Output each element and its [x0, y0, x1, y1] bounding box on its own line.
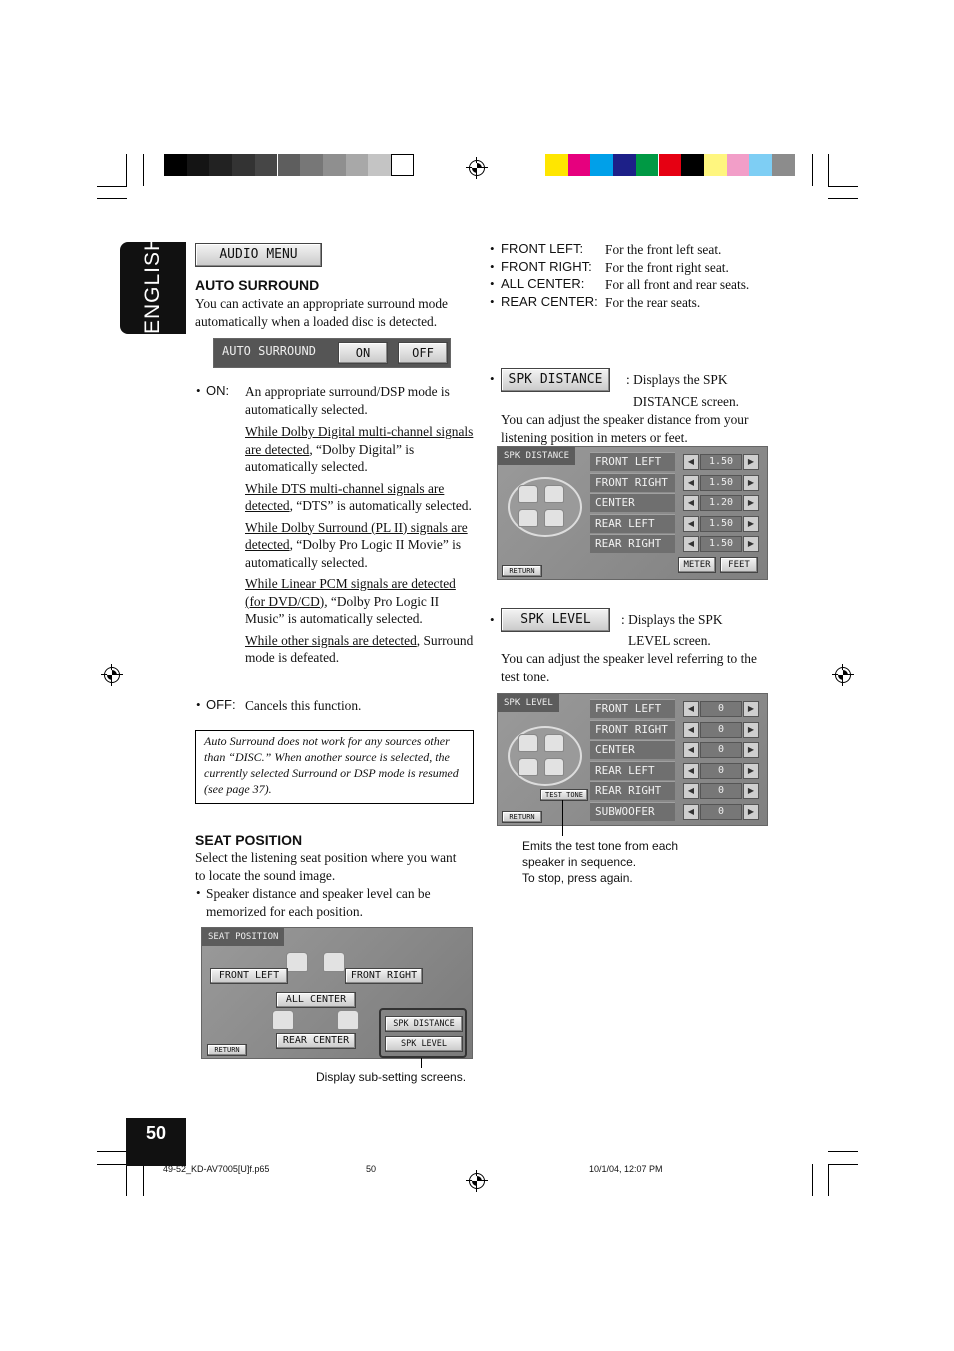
- seat-position-bullet: Speaker distance and speaker level can be memorized for each position.: [206, 886, 431, 919]
- caption-line: speaker in sequence.: [522, 855, 637, 869]
- test-tone-button[interactable]: TEST TONE: [540, 789, 588, 801]
- seat-icon: [544, 734, 564, 752]
- setting-row-label: FRONT LEFT: [590, 699, 675, 718]
- off-description: Cancels this function.: [245, 698, 362, 713]
- registration-mark-bottom: [466, 1170, 488, 1192]
- caption-line: Emits the test tone from each: [522, 839, 679, 853]
- caption-line: To stop, press again.: [522, 871, 633, 885]
- auto-surround-heading: AUTO SURROUND: [195, 277, 320, 293]
- color-swatch: [300, 154, 323, 176]
- setting-row-value: 0: [700, 701, 742, 717]
- auto-surround-off-button[interactable]: OFF: [398, 342, 448, 364]
- color-swatch: [681, 154, 704, 176]
- increase-arrow-icon[interactable]: ▶: [743, 783, 759, 799]
- meter-button[interactable]: METER: [678, 557, 716, 573]
- case-item: [245, 632, 477, 667]
- language-tab: [120, 234, 186, 334]
- spk-level-desc-a: : Displays the SPK: [621, 612, 723, 627]
- increase-arrow-icon[interactable]: ▶: [743, 742, 759, 758]
- seat-position-heading: SEAT POSITION: [195, 832, 303, 848]
- color-swatch: [323, 154, 346, 176]
- seat-position-caption: Display sub-setting screens.: [316, 1070, 467, 1084]
- setting-row-label: CENTER: [590, 493, 675, 512]
- setting-row-label: FRONT RIGHT: [590, 473, 675, 492]
- language-tab-label: ENGLISH: [141, 234, 164, 334]
- color-swatch: [164, 154, 187, 176]
- spk-distance-screen-title: SPK DISTANCE: [498, 447, 575, 465]
- decrease-arrow-icon[interactable]: ◀: [683, 495, 699, 511]
- seat-position-screen-title: SEAT POSITION: [202, 928, 284, 946]
- color-swatch: [590, 154, 613, 176]
- color-swatch: [568, 154, 591, 176]
- callout-line: [562, 800, 563, 836]
- setting-row-label: SUBWOOFER: [590, 802, 675, 821]
- spk-distance-screen: [497, 446, 768, 580]
- setting-row-value: 0: [700, 783, 742, 799]
- color-swatch: [545, 154, 568, 176]
- color-swatch: [368, 154, 391, 176]
- on-label: ON:: [206, 383, 230, 398]
- audio-menu-button[interactable]: AUDIO MENU: [195, 243, 322, 267]
- spk-distance-button[interactable]: SPK DISTANCE: [385, 1016, 463, 1032]
- bullet: •: [196, 697, 201, 712]
- case-result: , “Dolby Pro Logic II Movie” is automatically selected.: [245, 537, 462, 570]
- seat-icon: [544, 485, 564, 503]
- color-swatch: [772, 154, 795, 176]
- setting-row-label: REAR LEFT: [590, 761, 675, 780]
- case-item: [245, 480, 477, 515]
- position-desc: For the front left seat.: [605, 242, 722, 257]
- position-label: ALL CENTER:: [501, 276, 585, 291]
- color-swatch: [704, 154, 727, 176]
- case-result: , “DTS” is automatically selected.: [289, 498, 472, 513]
- auto-surround-label: AUTO SURROUND: [222, 344, 316, 358]
- position-label: FRONT RIGHT:: [501, 258, 592, 274]
- bullet: •: [196, 885, 201, 900]
- decrease-arrow-icon[interactable]: ◀: [683, 742, 699, 758]
- page-number: 50: [126, 1118, 186, 1166]
- case-result: , Surround mode is defeated.: [245, 632, 474, 665]
- position-desc: For the rear seats.: [605, 294, 701, 310]
- spk-distance-text: You can adjust the speaker distance from your listening position in meters or feet.: [501, 412, 749, 445]
- spk-distance-desc-b: DISTANCE screen.: [633, 394, 740, 409]
- seat-icon: [518, 734, 538, 752]
- color-swatch: [727, 154, 750, 176]
- rear-center-button[interactable]: REAR CENTER: [276, 1033, 356, 1049]
- increase-arrow-icon[interactable]: ▶: [743, 804, 759, 820]
- seat-icon: [286, 952, 308, 972]
- footer-date: 10/1/04, 12:07 PM: [589, 1164, 663, 1174]
- position-label: REAR CENTER:: [501, 293, 598, 309]
- setting-row-value: 1.20: [700, 495, 742, 511]
- color-swatch: [391, 154, 414, 176]
- spk-level-button[interactable]: SPK LEVEL: [385, 1036, 463, 1052]
- setting-row-label: REAR RIGHT: [590, 534, 675, 553]
- setting-row-label: REAR RIGHT: [590, 781, 675, 800]
- seat-icon: [323, 952, 345, 972]
- bullet: •: [490, 612, 495, 627]
- seat-position-intro: Select the listening seat position where you want to locate the sound image.: [195, 850, 457, 883]
- position-desc: For the front right seat.: [605, 259, 729, 275]
- increase-arrow-icon[interactable]: ▶: [743, 763, 759, 779]
- increase-arrow-icon[interactable]: ▶: [743, 536, 759, 552]
- position-desc: For all front and rear seats.: [605, 277, 750, 292]
- spk-distance-desc-a: : Displays the SPK: [626, 372, 728, 387]
- case-item: [245, 575, 477, 628]
- color-swatch: [255, 154, 278, 176]
- bullet: •: [196, 383, 201, 398]
- callout-line: [421, 1058, 422, 1068]
- setting-row-value: 0: [700, 763, 742, 779]
- decrease-arrow-icon[interactable]: ◀: [683, 763, 699, 779]
- footer-file: 49-52_KD-AV7005[U]f.p65: [163, 1164, 270, 1174]
- setting-row-value: 0: [700, 742, 742, 758]
- return-button[interactable]: RETURN: [502, 811, 542, 823]
- seat-icon: [544, 509, 564, 527]
- front-left-button[interactable]: FRONT LEFT: [210, 968, 288, 984]
- registration-mark-top: [466, 157, 488, 179]
- on-description: An appropriate surround/DSP mode is automatically selected.: [245, 384, 450, 417]
- increase-arrow-icon[interactable]: ▶: [743, 475, 759, 491]
- front-right-button[interactable]: FRONT RIGHT: [345, 968, 423, 984]
- case-condition: While DTS multi-channel signals are detected: [245, 480, 445, 513]
- increase-arrow-icon[interactable]: ▶: [743, 495, 759, 511]
- bullet: •: [490, 276, 495, 291]
- position-label: FRONT LEFT:: [501, 241, 584, 256]
- color-swatch: [749, 154, 772, 176]
- auto-surround-note: Auto Surround does not work for any sources other than “DISC.” When another source is selected, the currently selected Surround or DSP mode is resumed (see page 37).: [195, 730, 474, 804]
- decrease-arrow-icon[interactable]: ◀: [683, 454, 699, 470]
- off-label: OFF:: [206, 697, 236, 712]
- spk-level-screen: [497, 693, 768, 826]
- bullet: •: [490, 371, 495, 386]
- case-result: , “Dolby Digital” is automatically selected.: [245, 441, 415, 474]
- all-center-button[interactable]: ALL CENTER: [276, 992, 356, 1008]
- setting-row-value: 1.50: [700, 454, 742, 470]
- case-condition: While Dolby Digital multi-channel signals are detected: [245, 424, 474, 457]
- case-condition: While other signals are detected: [245, 632, 417, 648]
- setting-row-value: 0: [700, 722, 742, 738]
- return-button[interactable]: RETURN: [207, 1044, 247, 1056]
- spk-distance-menu-button[interactable]: SPK DISTANCE: [501, 368, 610, 392]
- seat-icon: [337, 1010, 359, 1030]
- auto-surround-screen: [213, 338, 451, 368]
- setting-row-value: 1.50: [700, 516, 742, 532]
- color-swatch: [636, 154, 659, 176]
- registration-mark-left: [101, 664, 123, 686]
- case-item: [245, 519, 477, 572]
- spk-level-text: You can adjust the speaker level referring to the test tone.: [501, 651, 757, 684]
- color-swatch: [613, 154, 636, 176]
- bullet: •: [490, 293, 495, 309]
- setting-row-value: 1.50: [700, 475, 742, 491]
- color-swatch: [659, 154, 682, 176]
- position-list: [490, 241, 790, 313]
- seat-icon: [272, 1010, 294, 1030]
- case-result: , “Dolby Pro Logic II Music” is automatically selected.: [245, 593, 440, 626]
- setting-row-label: FRONT RIGHT: [590, 720, 675, 739]
- setting-row-label: FRONT LEFT: [590, 452, 675, 471]
- spk-level-desc-b: LEVEL screen.: [628, 633, 711, 648]
- decrease-arrow-icon[interactable]: ◀: [683, 516, 699, 532]
- decrease-arrow-icon[interactable]: ◀: [683, 783, 699, 799]
- setting-row-value: 1.50: [700, 536, 742, 552]
- spk-level-screen-title: SPK LEVEL: [498, 694, 559, 712]
- seat-icon: [518, 509, 538, 527]
- auto-surround-intro: You can activate an appropriate surround mode automatically when a loaded disc is detected.: [195, 296, 448, 329]
- color-swatch: [232, 154, 255, 176]
- test-tone-caption: [522, 838, 678, 886]
- increase-arrow-icon[interactable]: ▶: [743, 516, 759, 532]
- footer-page: 50: [366, 1164, 377, 1174]
- case-condition: While Dolby Surround (PL II) signals are detected: [245, 519, 468, 552]
- setting-row-label: CENTER: [590, 740, 675, 759]
- spk-level-menu-button[interactable]: SPK LEVEL: [501, 608, 610, 632]
- decrease-arrow-icon[interactable]: ◀: [683, 536, 699, 552]
- feet-button[interactable]: FEET: [720, 557, 758, 573]
- setting-row-label: REAR LEFT: [590, 514, 675, 533]
- seat-icon: [544, 758, 564, 776]
- auto-surround-on-button[interactable]: ON: [338, 342, 388, 364]
- bullet: •: [490, 258, 495, 274]
- seat-position-screen: [201, 927, 473, 1059]
- setting-row-value: 0: [700, 804, 742, 820]
- case-condition: While Linear PCM signals are detected (for DVD/CD): [245, 576, 456, 609]
- decrease-arrow-icon[interactable]: ◀: [683, 804, 699, 820]
- color-swatch: [187, 154, 210, 176]
- decrease-arrow-icon[interactable]: ◀: [683, 475, 699, 491]
- decrease-arrow-icon[interactable]: ◀: [683, 722, 699, 738]
- registration-mark-right: [832, 664, 854, 686]
- decrease-arrow-icon[interactable]: ◀: [683, 701, 699, 717]
- bullet: •: [490, 241, 495, 256]
- color-swatch: [346, 154, 369, 176]
- auto-surround-cases: [245, 423, 477, 671]
- case-item: [245, 423, 477, 476]
- increase-arrow-icon[interactable]: ▶: [743, 701, 759, 717]
- increase-arrow-icon[interactable]: ▶: [743, 454, 759, 470]
- increase-arrow-icon[interactable]: ▶: [743, 722, 759, 738]
- seat-icon: [518, 758, 538, 776]
- color-swatch: [278, 154, 301, 176]
- return-button[interactable]: RETURN: [502, 565, 542, 577]
- color-swatch: [209, 154, 232, 176]
- seat-icon: [518, 485, 538, 503]
